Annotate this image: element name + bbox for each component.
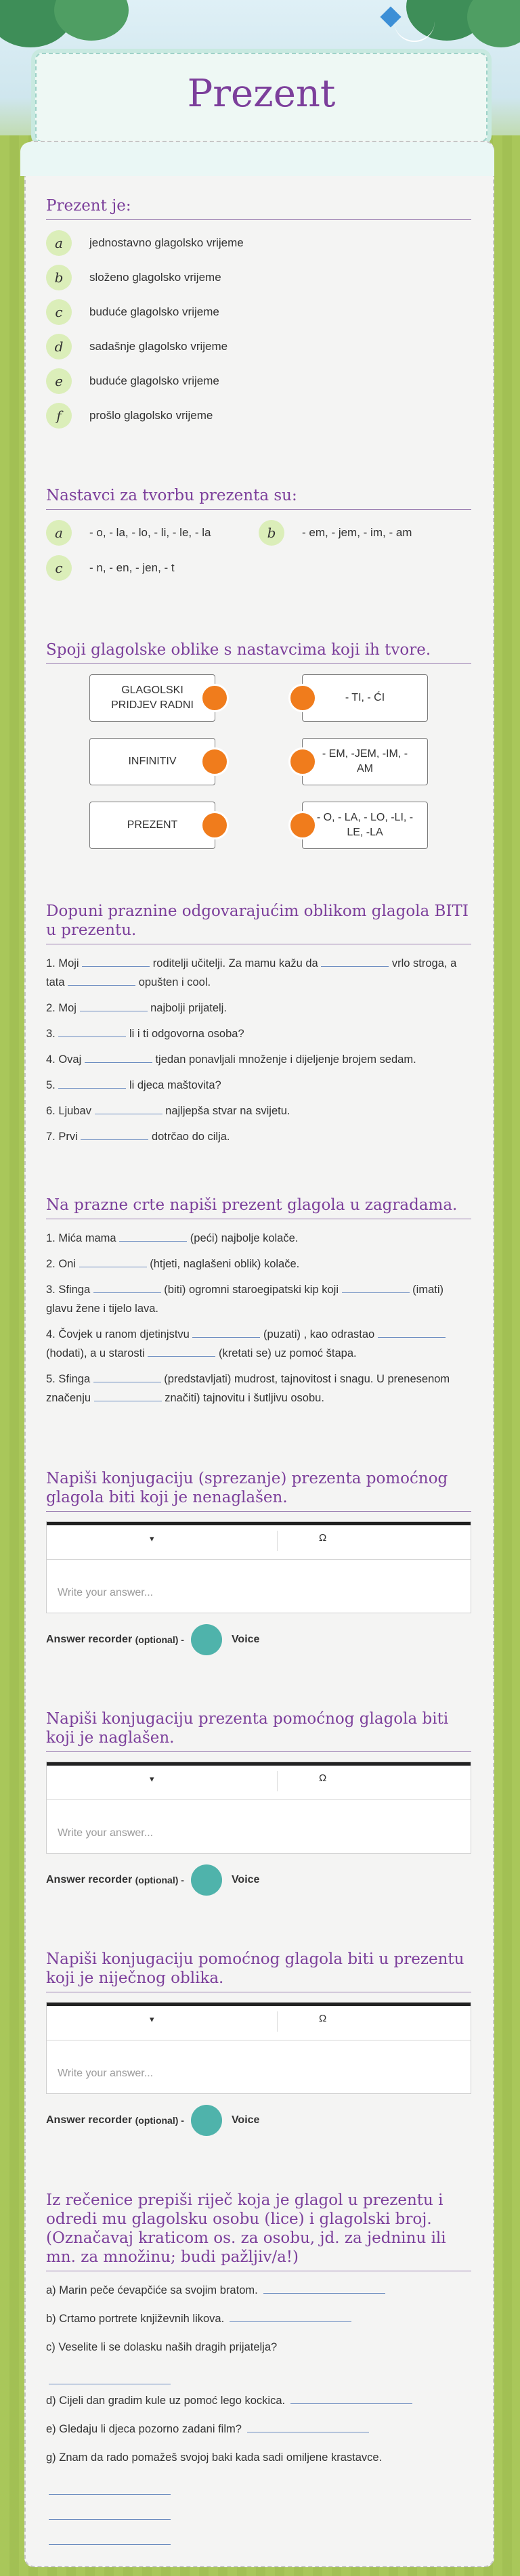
record-button[interactable] [191, 1864, 222, 1896]
special-char-icon[interactable]: Ω [319, 2013, 327, 2024]
question-dopuni-biti [46, 902, 471, 1153]
sentence-text: 6. Ljubav [46, 1105, 95, 1117]
sentence-text: roditelji učitelji. Za mamu kažu da [150, 957, 322, 969]
sentence-text: d) Cijeli dan gradim kule uz pomoć lego kockica. [46, 2395, 286, 2407]
question-title: Prezent je: [46, 196, 471, 220]
match-handle[interactable] [288, 684, 317, 712]
answer-line[interactable] [49, 2527, 171, 2545]
options-list [46, 230, 471, 429]
question-title: Iz rečenice prepiši riječ koja je glagol u prezentu i odredi mu glagolsku osobu (lice) i glagolski broj. (Označavaj kraticom os. za osobu, jd. za jedninu ili mn. za množinu; budi pažljiv/a!) [46, 2191, 471, 2271]
format-dropdown-icon[interactable]: ▾ [150, 2014, 154, 2024]
option-badge: b [46, 265, 72, 290]
worksheet-header-strip [20, 142, 494, 176]
option-badge: c [46, 299, 72, 325]
question-prezent-je [46, 196, 471, 437]
blank-input[interactable] [342, 1280, 410, 1293]
sentence-text: (htjeti, naglašeni oblik) kolače. [146, 1258, 300, 1270]
sentence-text: (puzati) , kao odrastao [260, 1328, 378, 1340]
sentence-text: 3. [46, 1028, 59, 1040]
sentence [46, 1127, 471, 1146]
sentence-text: (predstavljati) mudrost, tajnovitost i snagu. U prenesenom značenju [46, 1373, 450, 1404]
answer-line[interactable] [49, 2366, 171, 2384]
option-text: prošlo glagolsko vrijeme [89, 409, 213, 422]
editor-toolbar [47, 1762, 471, 1800]
sentence-text: 5. Sfinga [46, 1373, 93, 1385]
option-c[interactable] [46, 299, 471, 326]
answer-editor[interactable] [46, 2002, 471, 2094]
fill-blank-lines [46, 954, 471, 1146]
recorder-label: Answer recorder [46, 2114, 133, 2126]
fill-blank-lines [46, 1229, 471, 1407]
sentence [46, 2338, 471, 2357]
blank-input[interactable] [93, 1280, 161, 1293]
sentence-text: b) Crtamo portrete književnih likova. [46, 2313, 225, 2325]
match-right-3[interactable]: - O, - LA, - LO, -LI, -LE, -LA [302, 802, 428, 849]
sentence-text: c) Veselite li se dolasku naših dragih prijatelja? [46, 2341, 278, 2353]
sentence [46, 1280, 471, 1318]
sentence-text: vrlo stroga, a tata [46, 957, 457, 988]
toolbar-divider [277, 1531, 278, 1551]
question-title: Napiši konjugaciju pomoćnog glagola biti u prezentu koji je niječnog oblika. [46, 1950, 471, 1992]
answer-placeholder[interactable]: Write your answer... [58, 1587, 154, 1598]
option-b[interactable] [259, 520, 471, 546]
sentence [46, 1101, 471, 1120]
sentence-text: e) Gledaju li djeca pozorno zadani film? [46, 2423, 242, 2435]
sentence-text: li djeca maštovita? [126, 1079, 221, 1091]
blank-input[interactable] [93, 1370, 161, 1382]
blank-input[interactable] [82, 954, 150, 967]
voice-label: Voice [231, 1634, 260, 1645]
sentence-text: g) Znam da rado pomažeš svojoj baki kada sadi omiljene krastavce. [46, 2451, 383, 2464]
match-left-2[interactable]: INFINITIV [89, 738, 215, 785]
option-text: jednostavno glagolsko vrijeme [89, 236, 244, 249]
record-button[interactable] [191, 1624, 222, 1655]
special-char-icon[interactable]: Ω [319, 1532, 327, 1544]
option-a[interactable] [46, 520, 259, 546]
blank-input[interactable] [68, 973, 135, 986]
sentence-text: tjedan ponavljali množenje i dijeljenje brojem sedam. [152, 1053, 416, 1066]
blank-input[interactable] [192, 1325, 260, 1338]
option-e[interactable] [46, 368, 471, 395]
match-handle[interactable] [200, 684, 229, 712]
title-card [35, 53, 488, 142]
question-nastavci [46, 486, 471, 590]
sentence-text: 2. Moj [46, 1002, 80, 1014]
question-matching [46, 640, 471, 864]
blank-input[interactable] [119, 1229, 187, 1242]
sentence [46, 2309, 471, 2328]
sentence [46, 954, 471, 992]
option-text: buduće glagolsko vrijeme [89, 374, 219, 387]
open-question-1 [46, 1469, 471, 1658]
sentence-text: najljepša stvar na svijetu. [162, 1105, 290, 1117]
blank-input[interactable] [58, 1076, 126, 1089]
blank-input[interactable] [94, 1389, 162, 1401]
answer-placeholder[interactable]: Write your answer... [58, 1827, 154, 1839]
answer-line[interactable] [263, 2281, 385, 2294]
open-question-3 [46, 1950, 471, 2139]
sentence-text: 1. Moji [46, 957, 83, 969]
sentence-text: (hodati), a u starosti [46, 1347, 148, 1359]
record-button[interactable] [191, 2105, 222, 2136]
option-f[interactable] [46, 402, 471, 429]
sentence-text: 5. [46, 1079, 59, 1091]
toolbar-divider [277, 2011, 278, 2032]
option-text: složeno glagolsko vrijeme [89, 271, 221, 284]
open-question-2 [46, 1709, 471, 1898]
blank-input[interactable] [58, 1024, 126, 1037]
answer-placeholder[interactable]: Write your answer... [58, 2068, 154, 2079]
match-handle[interactable] [288, 747, 317, 776]
answer-line[interactable] [49, 2502, 171, 2520]
option-badge: c [46, 555, 72, 581]
blank-input[interactable] [148, 1344, 215, 1357]
sentence [46, 1050, 471, 1069]
sentence [46, 999, 471, 1018]
question-title: Spoji glagolske oblike s nastavcima koji ih tvore. [46, 640, 471, 664]
sentence-text: opušten i cool. [135, 976, 211, 988]
answer-line[interactable] [247, 2420, 369, 2432]
blank-input[interactable] [80, 999, 148, 1011]
answer-editor[interactable] [46, 1521, 471, 1613]
match-handle[interactable] [200, 747, 229, 776]
answer-line[interactable] [230, 2309, 351, 2322]
answer-recorder [46, 1862, 471, 1898]
option-text: - n, - en, - jen, - t [89, 561, 175, 574]
option-d[interactable] [46, 333, 471, 360]
recorder-label: Answer recorder [46, 1874, 133, 1885]
sentence-text: 4. Čovjek u ranom djetinjstvu [46, 1328, 193, 1340]
answer-editor[interactable] [46, 1762, 471, 1854]
answer-line[interactable] [290, 2391, 412, 2404]
sentence [46, 1325, 471, 1363]
match-left-3[interactable]: PREZENT [89, 802, 215, 849]
blank-input[interactable] [85, 1050, 152, 1063]
sentence [46, 2281, 471, 2300]
answer-recorder [46, 2102, 471, 2139]
option-badge: e [46, 368, 72, 394]
sentence-text: 3. Sfinga [46, 1284, 93, 1296]
special-char-icon[interactable]: Ω [319, 1772, 327, 1784]
voice-label: Voice [231, 2114, 260, 2126]
option-badge: a [46, 230, 72, 256]
sentence-text: 7. Prvi [46, 1131, 81, 1143]
option-badge: b [259, 520, 284, 546]
question-glagolska-osoba [46, 2191, 471, 2552]
sentence-text: li i ti odgovorna osoba? [126, 1028, 244, 1040]
question-title: Napiši konjugaciju (sprezanje) prezenta pomoćnog glagola biti koji je nenaglašen. [46, 1469, 471, 1512]
toolbar-divider [277, 1771, 278, 1791]
question-title: Dopuni praznine odgovarajućim oblikom glagola BITI u prezentu. [46, 902, 471, 944]
recorder-label: Answer recorder [46, 1634, 133, 1645]
question-prezent-zagrade [46, 1196, 471, 1414]
format-dropdown-icon[interactable]: ▾ [150, 1533, 154, 1544]
option-a[interactable] [46, 230, 471, 257]
answer-recorder [46, 1621, 471, 1658]
option-text: - o, - la, - lo, - li, - le, - la [89, 526, 211, 539]
option-badge: f [46, 403, 72, 429]
sentence [46, 1254, 471, 1273]
editor-toolbar [47, 1522, 471, 1560]
sentence [46, 2448, 471, 2467]
blank-input[interactable] [79, 1254, 147, 1267]
sentence [46, 1229, 471, 1248]
answer-lines [46, 2281, 471, 2545]
sentence [46, 2391, 471, 2410]
blank-input[interactable] [321, 954, 389, 967]
blank-input[interactable] [378, 1325, 446, 1338]
question-title: Nastavci za tvorbu prezenta su: [46, 486, 471, 510]
match-right-2[interactable]: - EM, -JEM, -IM, - AM [302, 738, 428, 785]
question-title: Na prazne crte napiši prezent glagola u zagradama. [46, 1196, 471, 1219]
option-c[interactable] [46, 555, 263, 581]
sentence-text: dotrčao do cilja. [148, 1131, 230, 1143]
option-text: - em, - jem, - im, - am [302, 526, 412, 539]
option-text: sadašnje glagolsko vrijeme [89, 340, 228, 353]
option-b[interactable] [46, 264, 471, 291]
match-left-1[interactable]: GLAGOLSKI PRIDJEV RADNI [89, 674, 215, 722]
sentence-text: 1. Mića mama [46, 1232, 120, 1244]
sentence [46, 2420, 471, 2439]
option-text: buduće glagolsko vrijeme [89, 305, 219, 318]
question-title: Napiši konjugaciju prezenta pomoćnog glagola biti koji je naglašen. [46, 1709, 471, 1752]
option-badge: a [46, 520, 72, 546]
match-handle[interactable] [200, 811, 229, 839]
recorder-optional: (optional) - [135, 1875, 184, 1885]
sentence [46, 1076, 471, 1095]
sentence-text: (kretati se) uz pomoć štapa. [215, 1347, 357, 1359]
answer-line[interactable] [49, 2476, 171, 2495]
match-handle[interactable] [288, 811, 317, 839]
match-right-1[interactable]: - TI, - ĆI [302, 674, 428, 722]
page-title: Prezent [187, 72, 336, 116]
format-dropdown-icon[interactable]: ▾ [150, 1774, 154, 1784]
sentence [46, 1370, 471, 1407]
sentence-text: (biti) ogromni staroegipatski kip koji [160, 1284, 342, 1296]
sentence [46, 1024, 471, 1043]
option-badge: d [46, 334, 72, 359]
sentence-text: značiti) tajnovitu i šutljivu osobu. [161, 1392, 324, 1404]
sentence-text: a) Marin peče ćevapčiće sa svojim bratom. [46, 2284, 258, 2296]
voice-label: Voice [231, 1874, 260, 1885]
sentence-text: 2. Oni [46, 1258, 79, 1270]
sentence-text: 4. Ovaj [46, 1053, 85, 1066]
recorder-optional: (optional) - [135, 2115, 184, 2126]
blank-input[interactable] [95, 1101, 162, 1114]
sentence-text: (peći) najbolje kolače. [187, 1232, 299, 1244]
recorder-optional: (optional) - [135, 1634, 184, 1645]
editor-toolbar [47, 2003, 471, 2040]
sentence-text: najbolji prijatelj. [147, 1002, 227, 1014]
sentence-text: (imati) glavu žene i tijelo lava. [46, 1284, 443, 1315]
blank-input[interactable] [81, 1127, 148, 1140]
